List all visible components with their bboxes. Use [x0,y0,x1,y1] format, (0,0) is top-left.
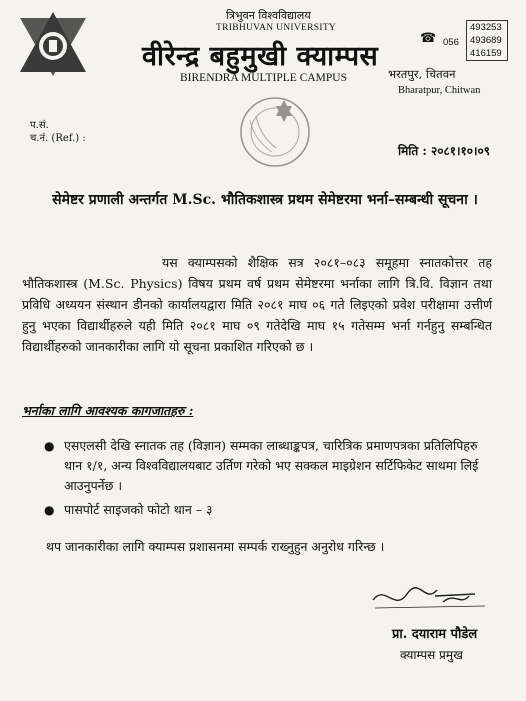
phone-number: 493689 [470,35,502,46]
campus-name-en: BIRENDRA MULTIPLE CAMPUS [180,72,347,84]
campus-name-ne: वीरेन्द्र बहुमुखी क्याम्पस [142,41,379,72]
contact-line: थप जानकारीका लागि क्याम्पस प्रशासनमा सम्पर्क राख्नुहुन अनुरोध गरिन्छ । [46,539,385,554]
location-en: Bharatpur, Chitwan [398,85,481,96]
phone-number: 493253 [470,22,502,33]
location-ne: भरतपुर, चितवन [388,67,456,81]
list-item: ● पासपोर्ट साइजको फोटो थान – ३ [44,500,484,520]
handwritten-signature [365,582,495,614]
university-name-en: TRIBHUVAN UNIVERSITY [216,23,337,33]
ref-ps-label: प.सं. [30,120,49,131]
university-name-ne: त्रिभुवन विश्वविद्यालय [226,9,311,22]
university-logo [18,10,88,78]
signatory-designation: क्याम्पस प्रमुख [400,648,463,662]
notice-date: मिति : २०८१।१०।०९ [398,144,491,158]
phone-prefix: 056 [443,37,459,48]
requirements-heading: भर्नाका लागि आवश्यक कागजातहरु : [22,403,194,418]
notice-body: यस क्याम्पसको शैक्षिक सत्र २०८१–०८३ समूहमा स्नातकोत्तर तह भौतिकशास्त्र (M.Sc. Physics) विषय प्रथम वर्ष प्रथम सेमेष्टरमा भर्नाका लागि त्रि.वि. विज्ञान तथा प्रविधि अध्ययन संस्थान डीनको कार्यालयद्वारा मिति २०८१ माघ ०६ गते लिइएको प्रवेश परीक्षामा उत्तीर्ण हुनु भएका विद्यार्थीहरुले यही मिति २०८१ माघ ०९ गतेदेखि माघ १५ गतेसम्म भर्ना गर्नहुनु सम्बन्धित विद्यार्थीहरुको जानकारीका लागि यो सूचना प्रकाशित गरिएको छ । [22,255,492,354]
phone-number: 416159 [470,48,502,59]
notice-title: सेमेष्टर प्रणाली अन्तर्गत M.Sc. भौतिकशास्त्र प्रथम सेमेष्टरमा भर्ना–सम्बन्धी सूचना । [52,192,478,208]
list-item: ● एसएलसी देखि स्नातक तह (विज्ञान) सम्मका लाब्धाङ्कपत्र, चारित्रिक प्रमाणपत्रका प्रतिलिपिहरु थान १/१, अन्य विश्वविद्यालयबाट उर्तिण गरेको भए सक्कल माइग्रेशन सर्टिफिकेट साथमा लिई आउनुपर्नेछ । [44,436,484,496]
official-seal-stamp [232,90,318,170]
phone-numbers [466,20,508,61]
phone-icon: ☎ [420,31,437,46]
signatory-name: प्रा. दयाराम पौडेल [392,627,478,642]
ref-cn-label: च.नं. (Ref.) : [30,133,86,144]
requirements-list [44,436,484,524]
